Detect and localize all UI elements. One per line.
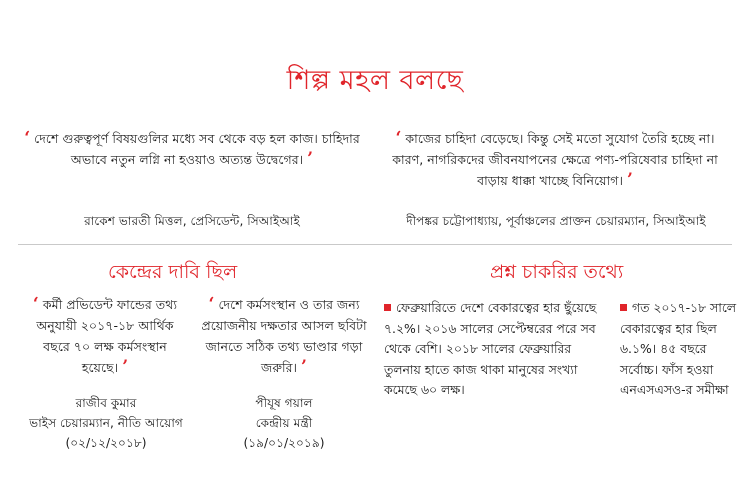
quote-piyush-goyal xyxy=(196,294,372,378)
fact-text: গত ২০১৭-১৮ সালে বেকারত্বের হার ছিল ৬.১%। ৪৫ বছরে সর্বোচ্চ। ফাঁস হওয়া এনএসএসও-র সমীক্ষা xyxy=(620,300,737,397)
bullet-marker xyxy=(620,304,627,311)
speaker-role: ভাইস চেয়ারম্যান, নীতি আয়োগ xyxy=(29,416,183,430)
attribution-mittal: রাকেশ ভারতী মিত্তল, প্রেসিডেন্ট, সিআইআই xyxy=(84,214,300,228)
close-quote-mark: ’ xyxy=(122,357,129,377)
fact-block-unemployment-feb xyxy=(384,298,606,401)
speaker-name: রাজীব কুমার xyxy=(75,396,137,410)
page-title: শিল্প মহল বলছে xyxy=(286,65,464,96)
quote-text: কাজের চাহিদা বেড়েছে। কিন্তু সেই মতো সুযোগ তৈরি হচ্ছে না। কারণ, নাগরিকদের জীবনযাপনের ক্ষেত্রে পণ্য-পরিষেবার চাহিদা না বাড়ায় ধাক্কা খাচ্ছে বিনিয়োগ। xyxy=(392,131,718,188)
quote-date: (০২/১২/২০১৮) xyxy=(65,436,147,450)
close-quote-mark: ’ xyxy=(626,170,633,190)
open-quote-mark: ‘ xyxy=(395,128,402,148)
quote-rajiv-kumar xyxy=(24,294,186,378)
quote-mittal xyxy=(22,128,362,170)
fact-text: ফেব্রুয়ারিতে দেশে বেকারত্বের হার ছুঁয়েছে ৭.২%। ২০১৬ সালের সেপ্টেম্বরের পরে সব থেকে বেশি। ২০১৮ সালের ফেব্রুয়ারির তুলনায় হাতে কাজ থাকা মানুষের সংখ্যা কমেছে ৬০ লক্ষ। xyxy=(384,300,597,397)
open-quote-mark: ‘ xyxy=(208,294,215,314)
section-title-right: প্রশ্ন চাকরির তথ্যে xyxy=(490,261,624,283)
section-divider xyxy=(18,244,732,245)
speaker-role: কেন্দ্রীয় মন্ত্রী xyxy=(255,416,313,430)
attribution-chattopadhyay: দীপঙ্কর চট্টোপাধ্যায়, পূর্বাঞ্চলের প্রাক্তন চেয়ারম্যান, সিআইআই xyxy=(406,214,706,228)
quote-text: কর্মী প্রভিডেন্ট ফান্ডের তথ্য অনুযায়ী ২০১৭-১৮ আর্থিক বছরে ৭০ লক্ষ কর্মসংস্থান হয়েছে। xyxy=(36,297,178,375)
section-title-left: কেন্দ্রের দাবি ছিল xyxy=(108,261,238,283)
quote-text: দেশে কর্মসংস্থান ও তার জন্য প্রয়োজনীয় দক্ষতার আসল ছবিটা জানতে সঠিক তথ্য ভাণ্ডার গড়া জরুরি। xyxy=(201,297,367,375)
quote-text: দেশে গুরুত্বপূর্ণ বিষয়গুলির মধ্যে সব থেকে বড় হল কাজ। চাহিদার অভাবে নতুন লগ্নি না হওয়াও অত্যন্ত উদ্বেগের। xyxy=(34,131,360,167)
close-quote-mark: ’ xyxy=(301,357,307,377)
open-quote-mark: ‘ xyxy=(32,294,39,314)
bullet-marker xyxy=(384,304,391,311)
fact-block-nsso-survey xyxy=(620,298,738,401)
quote-date: (১৯/০১/২০১৯) xyxy=(243,436,325,450)
open-quote-mark: ‘ xyxy=(24,128,31,148)
speaker-name: পীযূষ গয়াল xyxy=(255,396,313,410)
attribution-piyush-goyal xyxy=(196,393,372,453)
close-quote-mark: ’ xyxy=(307,149,314,169)
attribution-rajiv-kumar xyxy=(18,393,194,453)
quote-chattopadhyay xyxy=(380,128,730,191)
